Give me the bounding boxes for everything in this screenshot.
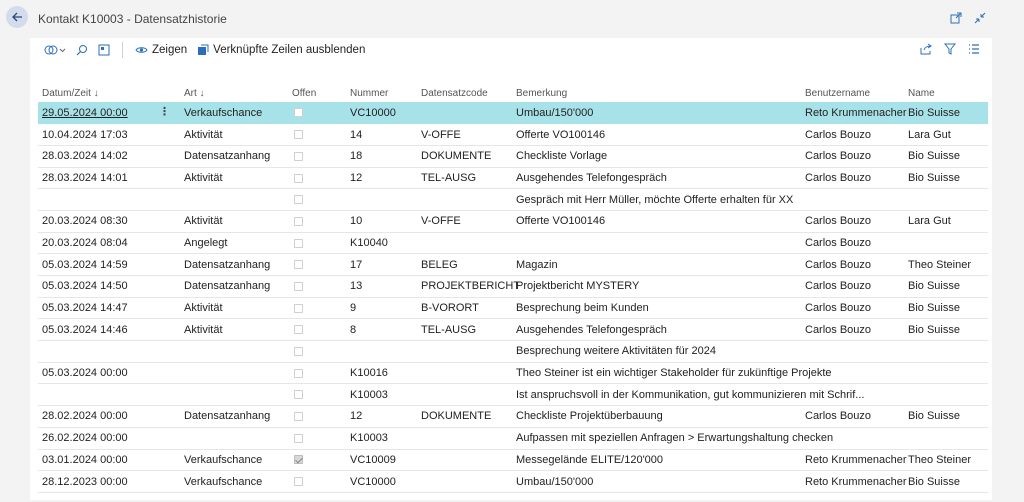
cell-number[interactable]: K10003 (346, 384, 417, 406)
table-row[interactable] (38, 210, 988, 232)
column-header-remark[interactable]: Bemerkung (516, 87, 568, 99)
cell-remark: Besprechung beim Kunden (512, 297, 801, 319)
cell-type: Verkaufschance (180, 449, 288, 471)
cell-number[interactable]: K10016 (346, 362, 417, 384)
cell-name: Bio Suisse (904, 102, 988, 124)
column-header-record-code[interactable]: Datensatzcode (421, 87, 488, 99)
cell-name (904, 189, 988, 211)
cell-record-code (417, 232, 512, 254)
cell-date[interactable] (38, 189, 180, 211)
linked-lines-icon (197, 44, 209, 56)
open-checkbox[interactable] (294, 304, 303, 313)
table-row[interactable] (38, 406, 988, 428)
table-row[interactable] (38, 189, 988, 211)
open-checkbox[interactable] (294, 477, 303, 486)
hide-linked-lines-button[interactable] (197, 44, 365, 56)
cell-username: Reto Krummenacher (801, 449, 904, 471)
open-checkbox[interactable] (294, 130, 303, 139)
table-row[interactable] (38, 471, 988, 493)
table-row[interactable] (38, 384, 988, 406)
eye-icon (135, 45, 148, 55)
cell-type: Verkaufschance (180, 471, 288, 493)
cell-record-code (417, 102, 512, 124)
cell-username: Carlos Bouzo (801, 167, 904, 189)
open-checkbox[interactable] (294, 260, 303, 269)
cell-open (288, 297, 346, 319)
cell-remark: Offerte VO100146 (512, 210, 801, 232)
cell-record-code: V-OFFE (417, 210, 512, 232)
title-bar (0, 0, 1024, 40)
cell-remark: Ausgehendes Telefongespräch (512, 319, 801, 341)
cell-date[interactable] (38, 471, 180, 493)
cell-open (288, 124, 346, 146)
cell-record-code: PROJEKTBERICHT (417, 276, 512, 298)
open-checkbox[interactable] (294, 369, 303, 378)
cell-name: Bio Suisse (904, 297, 988, 319)
toolbar-divider (122, 42, 123, 58)
cell-remark: Checkliste Vorlage (512, 145, 801, 167)
cell-number[interactable]: 14 (346, 124, 417, 146)
cell-name: Lara Gut (904, 124, 988, 146)
cell-date-text: 20.03.2024 08:04 (42, 236, 128, 249)
cell-record-code (417, 189, 512, 211)
cell-username: Carlos Bouzo (801, 210, 904, 232)
cell-open (288, 276, 346, 298)
cell-number[interactable]: 17 (346, 254, 417, 276)
cell-open (288, 254, 346, 276)
cell-name: Theo Steiner (904, 254, 988, 276)
cell-name (904, 427, 988, 449)
cell-username: Carlos Bouzo (801, 297, 904, 319)
cell-record-code: DOKUMENTE (417, 145, 512, 167)
table-row[interactable] (38, 102, 988, 124)
cell-open (288, 362, 346, 384)
cell-username: Carlos Bouzo (801, 145, 904, 167)
cell-date[interactable] (38, 210, 180, 232)
open-checkbox[interactable] (294, 347, 303, 356)
column-header-username[interactable]: Benutzername (805, 87, 871, 99)
cell-type: Datensatzanhang (180, 254, 288, 276)
filter-options-icon[interactable] (44, 44, 66, 56)
cell-username: Carlos Bouzo (801, 319, 904, 341)
cell-number[interactable]: K10040 (346, 232, 417, 254)
cell-date-text: 05.03.2024 14:59 (42, 258, 128, 271)
cell-date-text: 05.03.2024 14:47 (42, 302, 128, 315)
cell-type (180, 189, 288, 211)
cell-number[interactable] (346, 189, 417, 211)
cell-date-text: 28.02.2024 00:00 (42, 410, 128, 423)
cell-date[interactable] (38, 427, 180, 449)
cell-type: Datensatzanhang (180, 145, 288, 167)
cell-remark: Projektbericht MYSTERY (512, 276, 801, 298)
column-header-name[interactable]: Name (908, 87, 935, 99)
filter-icon[interactable] (944, 43, 956, 55)
cell-date-text: 26.02.2024 00:00 (42, 432, 128, 445)
cell-date[interactable] (38, 145, 180, 167)
cell-number[interactable]: 9 (346, 297, 417, 319)
cell-number[interactable]: 8 (346, 319, 417, 341)
cell-open (288, 232, 346, 254)
cell-number[interactable]: VC10009 (346, 449, 417, 471)
cell-open (288, 189, 346, 211)
open-in-new-window-icon[interactable] (950, 12, 962, 24)
cell-date-text: 28.03.2024 14:01 (42, 171, 128, 184)
cell-type: Datensatzanhang (180, 406, 288, 428)
cell-type: Aktivität (180, 167, 288, 189)
cell-open (288, 145, 346, 167)
search-icon[interactable] (76, 44, 88, 56)
cell-number[interactable]: 12 (346, 167, 417, 189)
cell-open (288, 406, 346, 428)
cell-date[interactable] (38, 384, 180, 406)
cell-open (288, 427, 346, 449)
table-row[interactable] (38, 362, 988, 384)
cell-name: Bio Suisse (904, 319, 988, 341)
cell-record-code (417, 384, 512, 406)
table-row[interactable] (38, 145, 988, 167)
cell-open (288, 471, 346, 493)
action-bar (30, 38, 992, 64)
page-title: Kontakt K10003 - Datensatzhistorie (38, 12, 227, 26)
cell-username: Carlos Bouzo (801, 276, 904, 298)
cell-number[interactable]: 10 (346, 210, 417, 232)
cell-username: Carlos Bouzo (801, 254, 904, 276)
show-button[interactable] (135, 44, 187, 56)
cell-type (180, 362, 288, 384)
table-row[interactable] (38, 297, 988, 319)
open-checkbox[interactable] (294, 455, 303, 464)
cell-remark: Umbau/150'000 (512, 471, 801, 493)
cell-remark: Theo Steiner ist ein wichtiger Stakeholder für zukünftige Projekte (512, 362, 801, 384)
cell-type: Verkaufschance (180, 102, 288, 124)
cell-date[interactable] (38, 232, 180, 254)
cell-date[interactable] (38, 449, 180, 471)
table-body (38, 102, 988, 492)
back-button[interactable] (6, 6, 28, 28)
cell-type (180, 341, 288, 363)
table-row[interactable] (38, 319, 988, 341)
cell-username: Carlos Bouzo (801, 232, 904, 254)
open-checkbox[interactable] (294, 282, 303, 291)
cell-date[interactable] (38, 406, 180, 428)
cell-name (904, 384, 988, 406)
cell-number[interactable]: 18 (346, 145, 417, 167)
cell-type: Aktivität (180, 297, 288, 319)
open-checkbox[interactable] (294, 195, 303, 204)
cell-remark: Aufpassen mit speziellen Anfragen > Erwartungshaltung checken (512, 427, 801, 449)
cell-name: Bio Suisse (904, 276, 988, 298)
cell-remark: Ist anspruchsvoll in der Kommunikation, gut kommunizieren mit Schrif... (512, 384, 801, 406)
table-header-row (38, 84, 988, 102)
column-header-open[interactable]: Offen (292, 87, 317, 99)
cell-type (180, 427, 288, 449)
cell-username: Carlos Bouzo (801, 406, 904, 428)
cell-date-text: 05.03.2024 00:00 (42, 367, 128, 380)
cell-name: Bio Suisse (904, 471, 988, 493)
open-checkbox[interactable] (294, 325, 303, 334)
table-row[interactable] (38, 276, 988, 298)
cell-number[interactable]: K10003 (346, 427, 417, 449)
open-checkbox[interactable] (294, 217, 303, 226)
cell-remark: Messegelände ELITE/120'000 (512, 449, 801, 471)
cell-date[interactable] (38, 297, 180, 319)
cell-date-text: 20.03.2024 08:30 (42, 215, 128, 228)
cell-number[interactable]: 12 (346, 406, 417, 428)
open-checkbox[interactable] (294, 412, 303, 421)
row-actions-icon[interactable]: ⋮ (159, 106, 170, 118)
column-header-date[interactable]: Datum/Zeit ↓ (42, 87, 99, 99)
cell-record-code: B-VORORT (417, 297, 512, 319)
column-header-number[interactable]: Nummer (350, 87, 389, 99)
cell-remark: Ausgehendes Telefongespräch (512, 167, 801, 189)
cell-remark: Magazin (512, 254, 801, 276)
cell-type (180, 384, 288, 406)
cell-username (801, 189, 904, 211)
cell-name (904, 232, 988, 254)
cell-remark (512, 232, 801, 254)
cell-name: Bio Suisse (904, 145, 988, 167)
cell-open (288, 384, 346, 406)
cell-date[interactable] (38, 102, 180, 124)
cell-date-text: 03.01.2024 00:00 (42, 453, 128, 466)
arrow-left-icon (11, 11, 23, 23)
table-row[interactable] (38, 232, 988, 254)
cell-date-text: 28.12.2023 00:00 (42, 475, 128, 488)
cell-type: Aktivität (180, 210, 288, 232)
cell-record-code: DOKUMENTE (417, 406, 512, 428)
cell-date-text: 05.03.2024 14:46 (42, 323, 128, 336)
column-header-type[interactable]: Art ↓ (184, 87, 205, 99)
open-checkbox[interactable] (294, 174, 303, 183)
open-checkbox[interactable] (294, 152, 303, 161)
cell-name: Lara Gut (904, 210, 988, 232)
cell-record-code (417, 427, 512, 449)
collapse-icon[interactable] (974, 12, 986, 24)
cell-number[interactable] (346, 341, 417, 363)
table-row[interactable] (38, 254, 988, 276)
cell-record-code: TEL-AUSG (417, 319, 512, 341)
cell-name: Bio Suisse (904, 406, 988, 428)
cell-remark: Umbau/150'000 (512, 102, 801, 124)
cell-date[interactable] (38, 167, 180, 189)
cell-remark: Gespräch mit Herr Müller, möchte Offerte erhalten für XX (512, 189, 801, 211)
cell-open (288, 449, 346, 471)
cell-type: Aktivität (180, 124, 288, 146)
cell-type: Angelegt (180, 232, 288, 254)
cell-date-text: 10.04.2024 17:03 (42, 128, 128, 141)
table-row[interactable] (38, 124, 988, 146)
cell-record-code: V-OFFE (417, 124, 512, 146)
cell-record-code: BELEG (417, 254, 512, 276)
show-button-label: Zeigen (152, 44, 188, 56)
cell-record-code (417, 449, 512, 471)
cell-username (801, 341, 904, 363)
cell-date[interactable] (38, 341, 180, 363)
cell-name: Theo Steiner (904, 449, 988, 471)
cell-open (288, 319, 346, 341)
history-table (38, 84, 988, 493)
cell-number[interactable]: 13 (346, 276, 417, 298)
cell-open (288, 167, 346, 189)
cell-remark: Checkliste Projektüberbauung (512, 406, 801, 428)
cell-name: Bio Suisse (904, 167, 988, 189)
open-checkbox[interactable] (294, 390, 303, 399)
cell-type: Aktivität (180, 319, 288, 341)
table-row[interactable] (38, 449, 988, 471)
cell-date[interactable] (38, 254, 180, 276)
cell-date-text: 28.03.2024 14:02 (42, 150, 128, 163)
cell-name (904, 362, 988, 384)
open-checkbox[interactable] (294, 239, 303, 248)
hide-linked-lines-label: Verknüpfte Zeilen ausblenden (213, 44, 366, 56)
cell-date[interactable] (38, 319, 180, 341)
cell-date-text: 29.05.2024 00:00 (42, 106, 128, 119)
cell-remark: Offerte VO100146 (512, 124, 801, 146)
table-row[interactable] (38, 167, 988, 189)
cell-open (288, 102, 346, 124)
cell-record-code (417, 362, 512, 384)
cell-name (904, 341, 988, 363)
edit-list-icon[interactable] (98, 44, 110, 56)
cell-record-code (417, 341, 512, 363)
cell-open (288, 210, 346, 232)
cell-username: Reto Krummenacher (801, 471, 904, 493)
cell-number[interactable]: VC10000 (346, 102, 417, 124)
cell-remark: Besprechung weitere Aktivitäten für 2024 (512, 341, 801, 363)
cell-number[interactable]: VC10000 (346, 471, 417, 493)
cell-type: Datensatzanhang (180, 276, 288, 298)
cell-date[interactable] (38, 124, 180, 146)
cell-date[interactable] (38, 276, 180, 298)
open-checkbox[interactable] (294, 434, 303, 443)
table-row[interactable] (38, 427, 988, 449)
open-checkbox[interactable] (294, 108, 303, 117)
cell-date[interactable] (38, 362, 180, 384)
cell-username: Reto Krummenacher (801, 102, 904, 124)
cell-record-code (417, 471, 512, 493)
table-row[interactable] (38, 341, 988, 363)
cell-open (288, 341, 346, 363)
cell-record-code: TEL-AUSG (417, 167, 512, 189)
share-icon[interactable] (920, 43, 932, 55)
cell-username: Carlos Bouzo (801, 124, 904, 146)
list-view-icon[interactable] (968, 43, 980, 55)
cell-date-text: 05.03.2024 14:50 (42, 280, 128, 293)
list-card (30, 38, 992, 500)
